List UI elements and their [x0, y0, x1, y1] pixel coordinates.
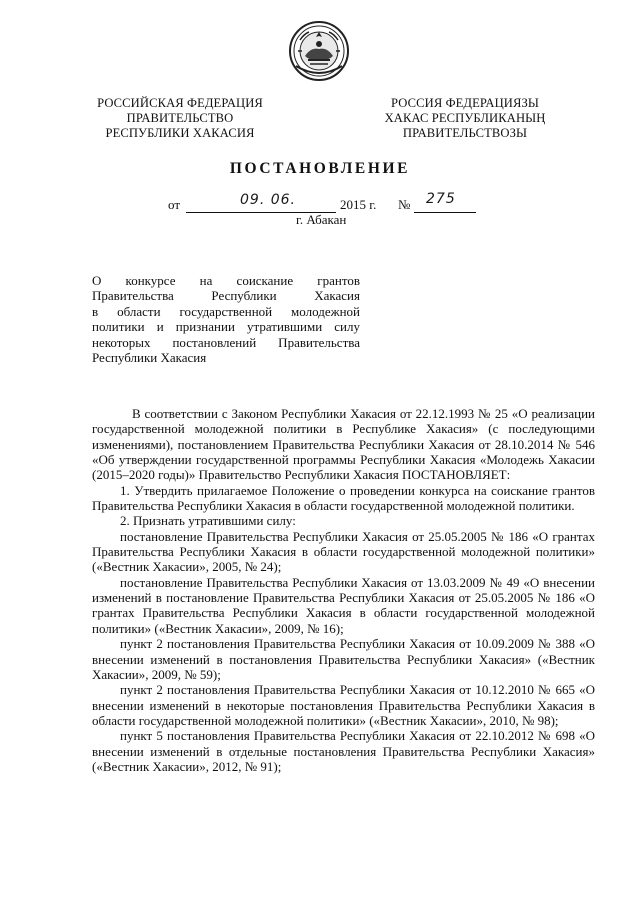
document-body [92, 406, 595, 774]
repealed-act-item: пункт 2 постановления Правительства Республики Хакасия от 10.09.2009 № 388 «О внесении изменений в постановления Правительства Республики Хакасия» («Вестник Хакасии», 2009, № 59); [92, 636, 595, 682]
coat-of-arms-emblem [288, 20, 350, 82]
preamble-paragraph: В соответствии с Законом Республики Хакасия от 22.12.1993 № 25 «О реализации государственной молодежной политики в Республике Хакасия» (с последующими изменениями), постановлением Правительства Республики Хакасия от 28.10.2014 № 546 «Об утверждении государственной программы Республики Хакасия «Молодежь Хакасии (2015–2020 годы)» Правительство Республики Хакасия ПОСТАНОВЛЯЕТ: [92, 406, 595, 483]
header-right-line: РОССИЯ ФЕДЕРАЦИЯЗЫ [391, 96, 539, 110]
document-subject [92, 273, 360, 365]
header-khakas [374, 96, 556, 141]
repealed-act-item: пункт 5 постановления Правительства Республики Хакасия от 22.10.2012 № 698 «О внесении изменений в отдельные постановления Правительства Республики Хакасия» («Вестник Хакасии», 2012, № 91); [92, 728, 595, 774]
item-2-paragraph: 2. Признать утратившими силу: [120, 513, 296, 529]
header-left-line: ПРАВИТЕЛЬСТВО [126, 111, 234, 125]
header-russian [82, 96, 278, 141]
number-sign: № [398, 197, 411, 212]
repealed-act-item: постановление Правительства Республики Хакасия от 25.05.2005 № 186 «О грантах Правительства Республики Хакасия в области государственной молодежной политики» («Вестник Хакасии», 2005, № 24); [92, 528, 595, 575]
item-1-paragraph: 1. Утвердить прилагаемое Положение о проведении конкурса на соискание грантов Правительства Республики Хакасия в области государственной молодежной политики. [92, 482, 595, 514]
subject-line: Правительства Республики Хакасия [92, 288, 360, 304]
repealed-act-item: постановление Правительства Республики Хакасия от 13.03.2009 № 49 «О внесении изменений в постановление Правительства Республики Хакасия от 25.05.2005 № 186 «О грантах Правительства Республики Хакасия в области государственной молодежной политики» («Вестник Хакасии», 2009, № 16); [92, 574, 595, 636]
subject-line: в области государственной молодежной [92, 303, 360, 319]
handwritten-number: 275 [426, 191, 456, 207]
header-left-line: РОССИЙСКАЯ ФЕДЕРАЦИЯ [97, 96, 263, 110]
repealed-act-item: пункт 2 постановления Правительства Республики Хакасия от 10.12.2010 № 665 «О внесении изменений в некоторые постановления Правительства Республики Хакасия в области государственной молодежной политики» («Вестник Хакасии», 2010, № 98); [92, 682, 595, 728]
subject-line: Республики Хакасия [92, 350, 207, 366]
header-right-line: ПРАВИТЕЛЬСТВОЗЫ [402, 126, 528, 140]
subject-line: О конкурсе на соискание грантов [92, 273, 360, 288]
subject-line: политики и признании утратившими силу [92, 319, 360, 335]
handwritten-date: 09. 06. [240, 192, 296, 208]
document-title: ПОСТАНОВЛЕНИЕ [229, 160, 411, 177]
date-year: 2015 г. [340, 197, 377, 212]
header-right-line: ХАКАС РЕСПУБЛИКАНЫҢ [384, 111, 546, 125]
city-name: г. Абакан [296, 212, 347, 227]
subject-line: некоторых постановлений Правительства [92, 334, 360, 350]
header-left-line: РЕСПУБЛИКИ ХАКАСИЯ [105, 126, 255, 140]
date-prefix: от [168, 197, 181, 212]
